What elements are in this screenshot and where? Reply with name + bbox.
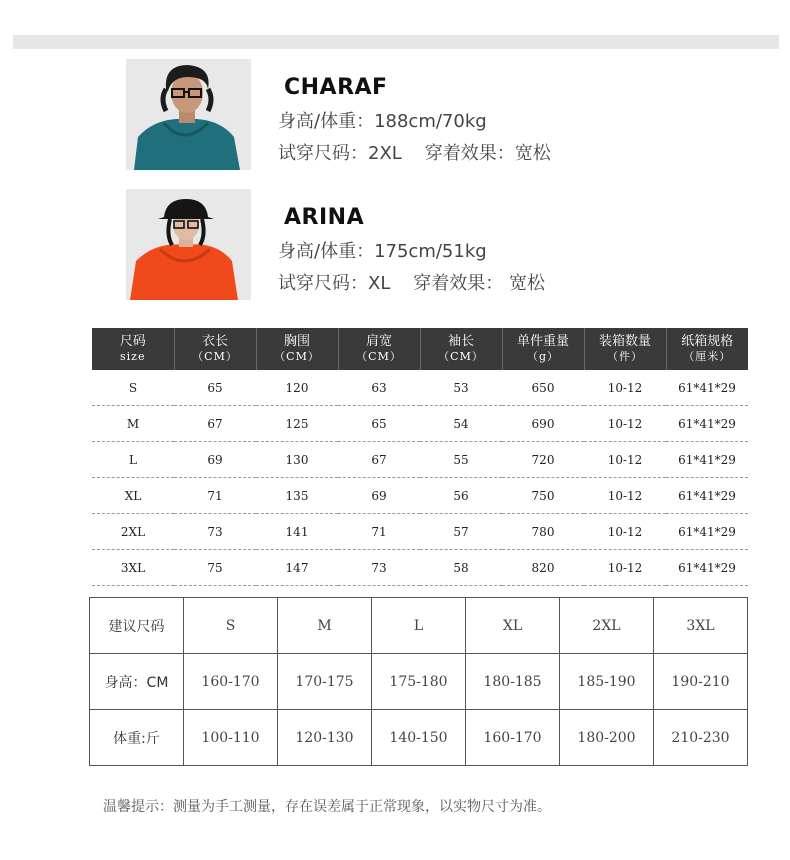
table-cell: 147 (256, 550, 338, 586)
table-cell: XL (92, 478, 174, 514)
table-cell: 69 (338, 478, 420, 514)
table-cell: 10-12 (584, 478, 666, 514)
table-cell: 56 (420, 478, 502, 514)
table-cell: 71 (174, 478, 256, 514)
table-cell: 54 (420, 406, 502, 442)
table-cell: 210-230 (654, 710, 748, 766)
model-photo-charaf (126, 59, 251, 170)
table-cell: 140-150 (372, 710, 466, 766)
table-cell: 55 (420, 442, 502, 478)
table-cell: 61*41*29 (666, 406, 748, 442)
table-cell: 2XL (560, 598, 654, 654)
table-cell: 180-200 (560, 710, 654, 766)
column-header: 尺码 size (92, 328, 174, 370)
table-cell: 10-12 (584, 370, 666, 406)
table-row (92, 406, 748, 442)
table-cell: 10-12 (584, 550, 666, 586)
column-header: 单件重量 （g） (502, 328, 584, 370)
table-cell: 130 (256, 442, 338, 478)
size-recommendation-table (89, 597, 748, 766)
table-row (90, 710, 748, 766)
table-cell: 65 (174, 370, 256, 406)
table-cell: 820 (502, 550, 584, 586)
table-cell: 10-12 (584, 514, 666, 550)
table-cell: 141 (256, 514, 338, 550)
table-cell: 53 (420, 370, 502, 406)
table-cell: 185-190 (560, 654, 654, 710)
table-cell: XL (466, 598, 560, 654)
column-header: 袖长 （CM） (420, 328, 502, 370)
table-row (92, 478, 748, 514)
table-row (90, 654, 748, 710)
model-fit: 试穿尺码：XL 穿着效果： 宽松 (278, 273, 545, 294)
table-cell: L (372, 598, 466, 654)
row-label: 建议尺码 (90, 598, 184, 654)
measurement-note: 温馨提示：测量为手工测量，存在误差属于正常现象，以实物尺寸为准。 (103, 799, 551, 815)
table-cell: S (184, 598, 278, 654)
table-row (92, 442, 748, 478)
column-header: 装箱数量 （件） (584, 328, 666, 370)
table-cell: 58 (420, 550, 502, 586)
table-cell: 10-12 (584, 442, 666, 478)
table-cell: 67 (174, 406, 256, 442)
table-cell: 120-130 (278, 710, 372, 766)
table-cell: M (92, 406, 174, 442)
table-cell: 3XL (654, 598, 748, 654)
table-cell: 100-110 (184, 710, 278, 766)
row-label: 身高：CM (90, 654, 184, 710)
column-header: 肩宽 （CM） (338, 328, 420, 370)
table-cell: 73 (174, 514, 256, 550)
table-cell: 2XL (92, 514, 174, 550)
table-cell: 61*41*29 (666, 478, 748, 514)
column-header: 纸箱规格 （厘米） (666, 328, 748, 370)
model-figure-icon (126, 189, 251, 300)
table-row (92, 370, 748, 406)
table-cell: 190-210 (654, 654, 748, 710)
model-height-weight: 身高/体重：175cm/51kg (278, 241, 487, 262)
table-cell: 160-170 (466, 710, 560, 766)
table-cell: 750 (502, 478, 584, 514)
size-chart-header-row (92, 328, 748, 370)
table-cell: 690 (502, 406, 584, 442)
table-cell: M (278, 598, 372, 654)
table-cell: 67 (338, 442, 420, 478)
table-row (90, 598, 748, 654)
table-cell: 120 (256, 370, 338, 406)
row-label: 体重:斤 (90, 710, 184, 766)
table-cell: 135 (256, 478, 338, 514)
table-cell: 61*41*29 (666, 370, 748, 406)
table-cell: 175-180 (372, 654, 466, 710)
table-cell: 3XL (92, 550, 174, 586)
table-cell: 73 (338, 550, 420, 586)
table-cell: S (92, 370, 174, 406)
model-name: CHARAF (284, 75, 388, 100)
table-cell: 75 (174, 550, 256, 586)
table-cell: 125 (256, 406, 338, 442)
top-divider-bar (13, 35, 779, 49)
model-card-charaf (126, 59, 686, 171)
table-row (92, 550, 748, 586)
column-header: 胸围 （CM） (256, 328, 338, 370)
table-cell: 720 (502, 442, 584, 478)
model-height-weight: 身高/体重：188cm/70kg (278, 111, 487, 132)
model-fit: 试穿尺码：2XL 穿着效果：宽松 (278, 143, 551, 164)
model-figure-icon (126, 59, 251, 170)
table-cell: L (92, 442, 174, 478)
table-cell: 57 (420, 514, 502, 550)
table-cell: 160-170 (184, 654, 278, 710)
model-photo-arina (126, 189, 251, 300)
model-name: ARINA (284, 205, 365, 230)
model-card-arina (126, 189, 686, 301)
table-cell: 71 (338, 514, 420, 550)
table-cell: 61*41*29 (666, 442, 748, 478)
table-cell: 180-185 (466, 654, 560, 710)
column-header: 衣长 （CM） (174, 328, 256, 370)
table-cell: 61*41*29 (666, 514, 748, 550)
table-cell: 65 (338, 406, 420, 442)
table-cell: 780 (502, 514, 584, 550)
table-cell: 10-12 (584, 406, 666, 442)
size-chart-table (92, 328, 748, 586)
table-cell: 69 (174, 442, 256, 478)
table-cell: 650 (502, 370, 584, 406)
table-cell: 61*41*29 (666, 550, 748, 586)
table-cell: 170-175 (278, 654, 372, 710)
table-row (92, 514, 748, 550)
table-cell: 63 (338, 370, 420, 406)
